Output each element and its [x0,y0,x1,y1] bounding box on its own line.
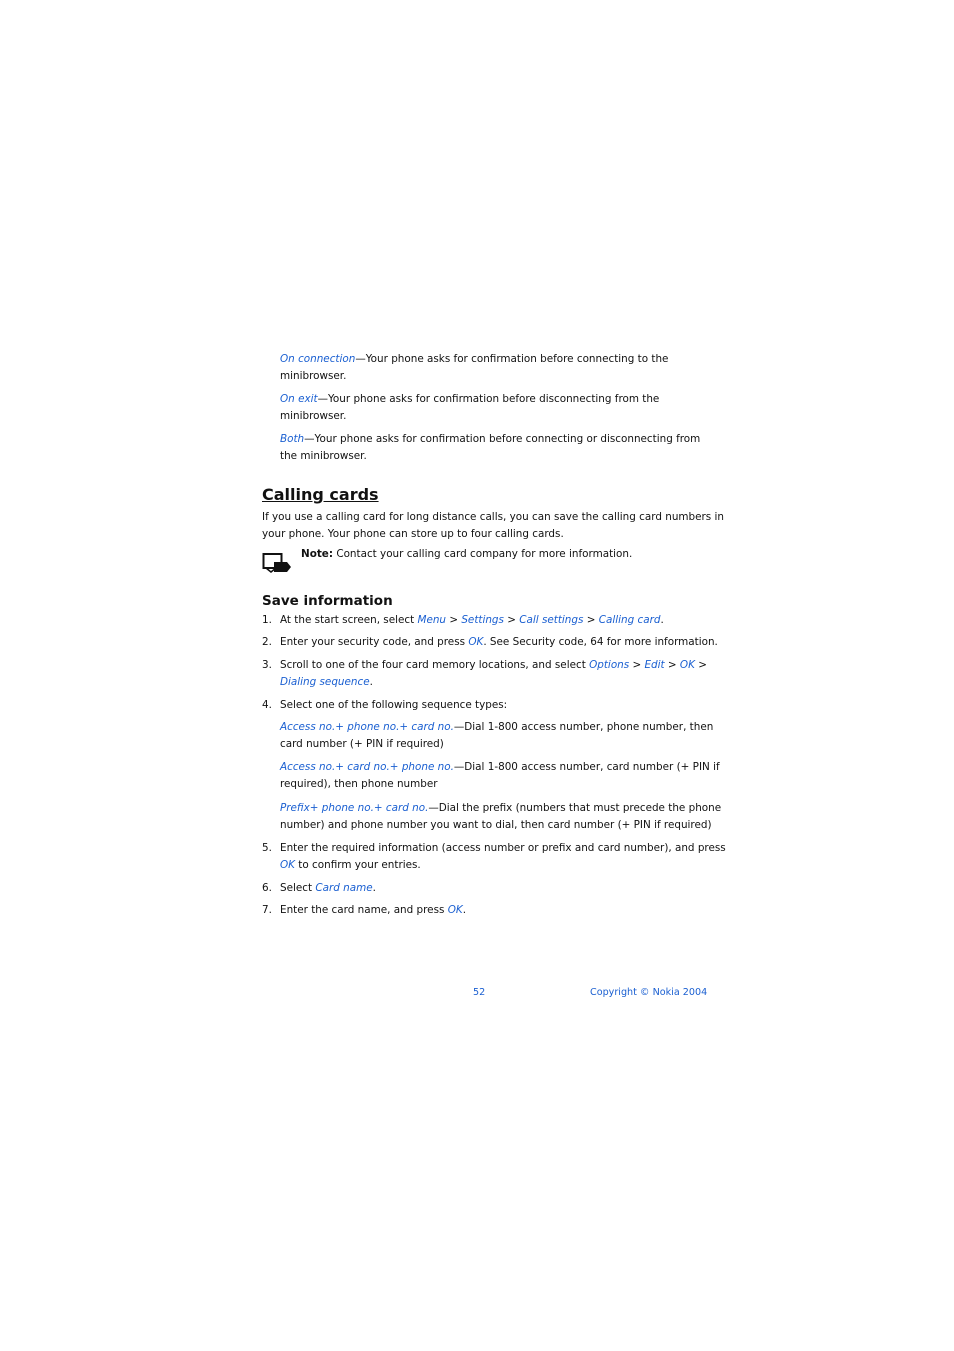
ok-link: OK [679,659,695,671]
note-icon [262,552,292,574]
options-link: Options [589,659,630,671]
sequence-term: Access no.+ phone no.+ card no. [280,721,454,733]
sequence-type-1: Access no.+ phone no.+ card no.—Dial 1-800 access number, phone number, then card number (+ PIN if required) [280,721,714,751]
card-name-link: Card name [315,882,373,894]
section-heading-save-information: Save information [262,593,393,609]
copyright: Copyright © Nokia 2004 [590,987,708,998]
settings-link: Settings [461,614,504,626]
ok-link: OK [468,636,484,648]
option-term: Both [280,433,305,445]
sequence-type-3: Prefix+ phone no.+ card no.—Dial the prefix (numbers that must precede the phone number) and phone number you want to dial, then card number (+ PIN if required) [280,802,722,832]
section-heading-calling-cards: Calling cards [262,485,379,504]
note: Note: Contact your calling card company for more information. [301,548,633,560]
ok-link: OK [447,904,463,916]
option-term: On exit [280,393,318,405]
page-number: 52 [473,987,486,998]
calling-cards-intro: If you use a calling card for long distance calls, you can save the calling card numbers in your phone. Your phone can store up to four calling cards. [262,511,724,541]
option-on-connection: On connection—Your phone asks for confirmation before connecting to the minibrowser. [280,353,669,383]
calling-card-link: Calling card [598,614,661,626]
dialing-sequence-link: Dialing sequence [280,676,370,689]
sequence-term: Prefix+ phone no.+ card no. [280,802,429,814]
edit-link: Edit [644,659,665,671]
call-settings-link: Call settings [519,614,584,626]
sequence-type-2: Access no.+ card no.+ phone no.—Dial 1-800 access number, card number (+ PIN if required), then phone number [280,761,720,791]
ok-link: OK [280,859,295,872]
sequence-term: Access no.+ card no.+ phone no. [280,761,454,773]
option-term: On connection [280,353,356,365]
option-both: Both—Your phone asks for confirmation before connecting or disconnecting from the minibrowser. [280,433,701,463]
option-on-exit: On exit—Your phone asks for confirmation before disconnecting from the minibrowser. [280,393,660,423]
menu-link: Menu [417,614,447,626]
